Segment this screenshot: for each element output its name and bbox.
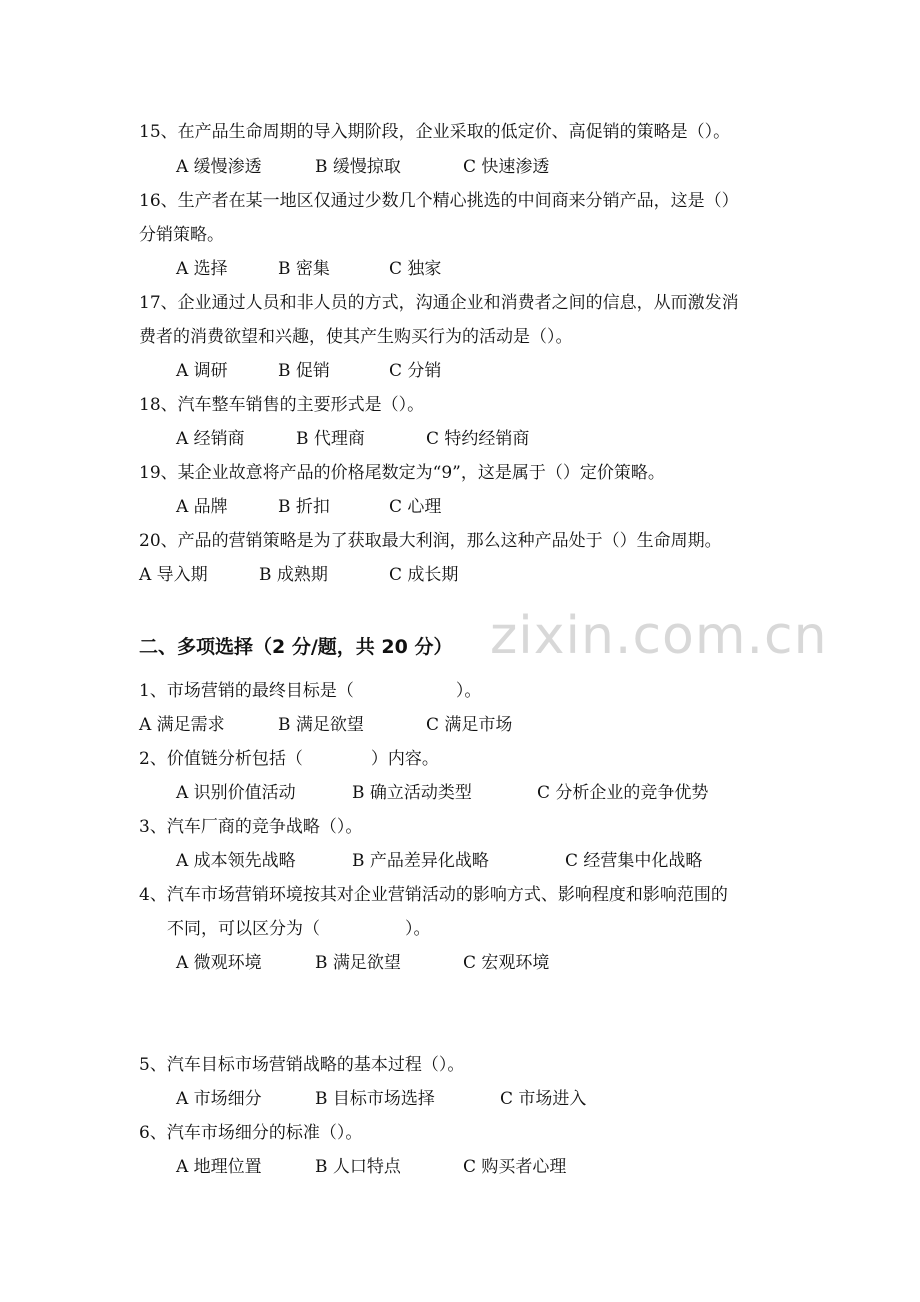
question-19-option-a: A 品牌 xyxy=(176,497,228,517)
question-15-option-b: B 缓慢掠取 xyxy=(315,157,401,177)
multi-question-2-option-a: A 识别价值活动 xyxy=(176,783,296,803)
question-17-option-b: B 促销 xyxy=(278,361,330,381)
question-20-option-a: A 导入期 xyxy=(139,565,208,585)
watermark: zixin.com.cn xyxy=(490,606,828,666)
question-15-option-c: C 快速渗透 xyxy=(463,157,550,177)
question-20-option-b: B 成熟期 xyxy=(259,565,328,585)
question-17-stem-line2: 费者的消费欲望和兴趣，使其产生购买行为的活动是（）。 xyxy=(139,327,573,347)
multi-question-3-stem: 3、汽车厂商的竞争战略（）。 xyxy=(139,817,363,837)
multi-question-4-option-a: A 微观环境 xyxy=(176,953,262,973)
question-20-option-c: C 成长期 xyxy=(389,565,459,585)
multi-question-3-option-c: C 经营集中化战略 xyxy=(565,851,703,871)
multi-question-6-stem: 6、汽车市场细分的标准（）。 xyxy=(139,1123,363,1143)
question-16-stem-line2: 分销策略。 xyxy=(139,225,224,245)
question-17-stem-line1: 17、企业通过人员和非人员的方式，沟通企业和消费者之间的信息，从而激发消 xyxy=(139,293,739,313)
multi-question-4-option-c: C 宏观环境 xyxy=(463,953,550,973)
question-18-option-a: A 经销商 xyxy=(176,429,245,449)
multi-question-3-option-b: B 产品差异化战略 xyxy=(352,851,489,871)
question-16-option-c: C 独家 xyxy=(389,259,442,279)
multi-question-5-option-c: C 市场进入 xyxy=(500,1089,587,1109)
multi-question-2-stem: 2、价值链分析包括（ ）内容。 xyxy=(139,749,439,769)
multi-question-4-stem-line1: 4、汽车市场营销环境按其对企业营销活动的影响方式、影响程度和影响范围的 xyxy=(139,885,728,905)
multi-question-1-option-b: B 满足欲望 xyxy=(278,715,364,735)
multi-question-5-stem: 5、汽车目标市场营销战略的基本过程（）。 xyxy=(139,1055,465,1075)
question-16-option-b: B 密集 xyxy=(278,259,330,279)
question-19-stem: 19、某企业故意将产品的价格尾数定为“9”，这是属于（）定价策略。 xyxy=(139,463,665,483)
question-17-option-c: C 分销 xyxy=(389,361,442,381)
question-18-option-b: B 代理商 xyxy=(296,429,365,449)
multi-question-6-option-a: A 地理位置 xyxy=(176,1157,262,1177)
multi-question-6-option-c: C 购买者心理 xyxy=(463,1157,567,1177)
multi-question-1-stem: 1、市场营销的最终目标是（ ）。 xyxy=(139,681,482,701)
question-16-stem-line1: 16、生产者在某一地区仅通过少数几个精心挑选的中间商来分销产品，这是（） xyxy=(139,191,739,211)
multi-question-4-stem-line2: 不同，可以区分为（ ）。 xyxy=(167,919,431,939)
multi-question-4-option-b: B 满足欲望 xyxy=(315,953,401,973)
question-19-option-b: B 折扣 xyxy=(278,497,330,517)
question-18-stem: 18、汽车整车销售的主要形式是（）。 xyxy=(139,395,425,415)
question-18-option-c: C 特约经销商 xyxy=(426,429,530,449)
question-19-option-c: C 心理 xyxy=(389,497,442,517)
question-16-option-a: A 选择 xyxy=(176,259,228,279)
section-heading-multiple-choice: 二、多项选择（2 分/题，共 20 分） xyxy=(139,636,453,658)
multi-question-5-option-b: B 目标市场选择 xyxy=(315,1089,435,1109)
multi-question-2-option-b: B 确立活动类型 xyxy=(352,783,472,803)
multi-question-6-option-b: B 人口特点 xyxy=(315,1157,401,1177)
multi-question-3-option-a: A 成本领先战略 xyxy=(176,851,296,871)
multi-question-1-option-c: C 满足市场 xyxy=(426,715,513,735)
multi-question-2-option-c: C 分析企业的竞争优势 xyxy=(537,783,709,803)
question-20-stem: 20、产品的营销策略是为了获取最大利润，那么这种产品处于（）生命周期。 xyxy=(139,531,722,551)
question-15-stem: 15、在产品生命周期的导入期阶段，企业采取的低定价、高促销的策略是（）。 xyxy=(139,122,731,142)
question-17-option-a: A 调研 xyxy=(176,361,228,381)
multi-question-5-option-a: A 市场细分 xyxy=(176,1089,262,1109)
question-15-option-a: A 缓慢渗透 xyxy=(176,157,262,177)
multi-question-1-option-a: A 满足需求 xyxy=(139,715,225,735)
